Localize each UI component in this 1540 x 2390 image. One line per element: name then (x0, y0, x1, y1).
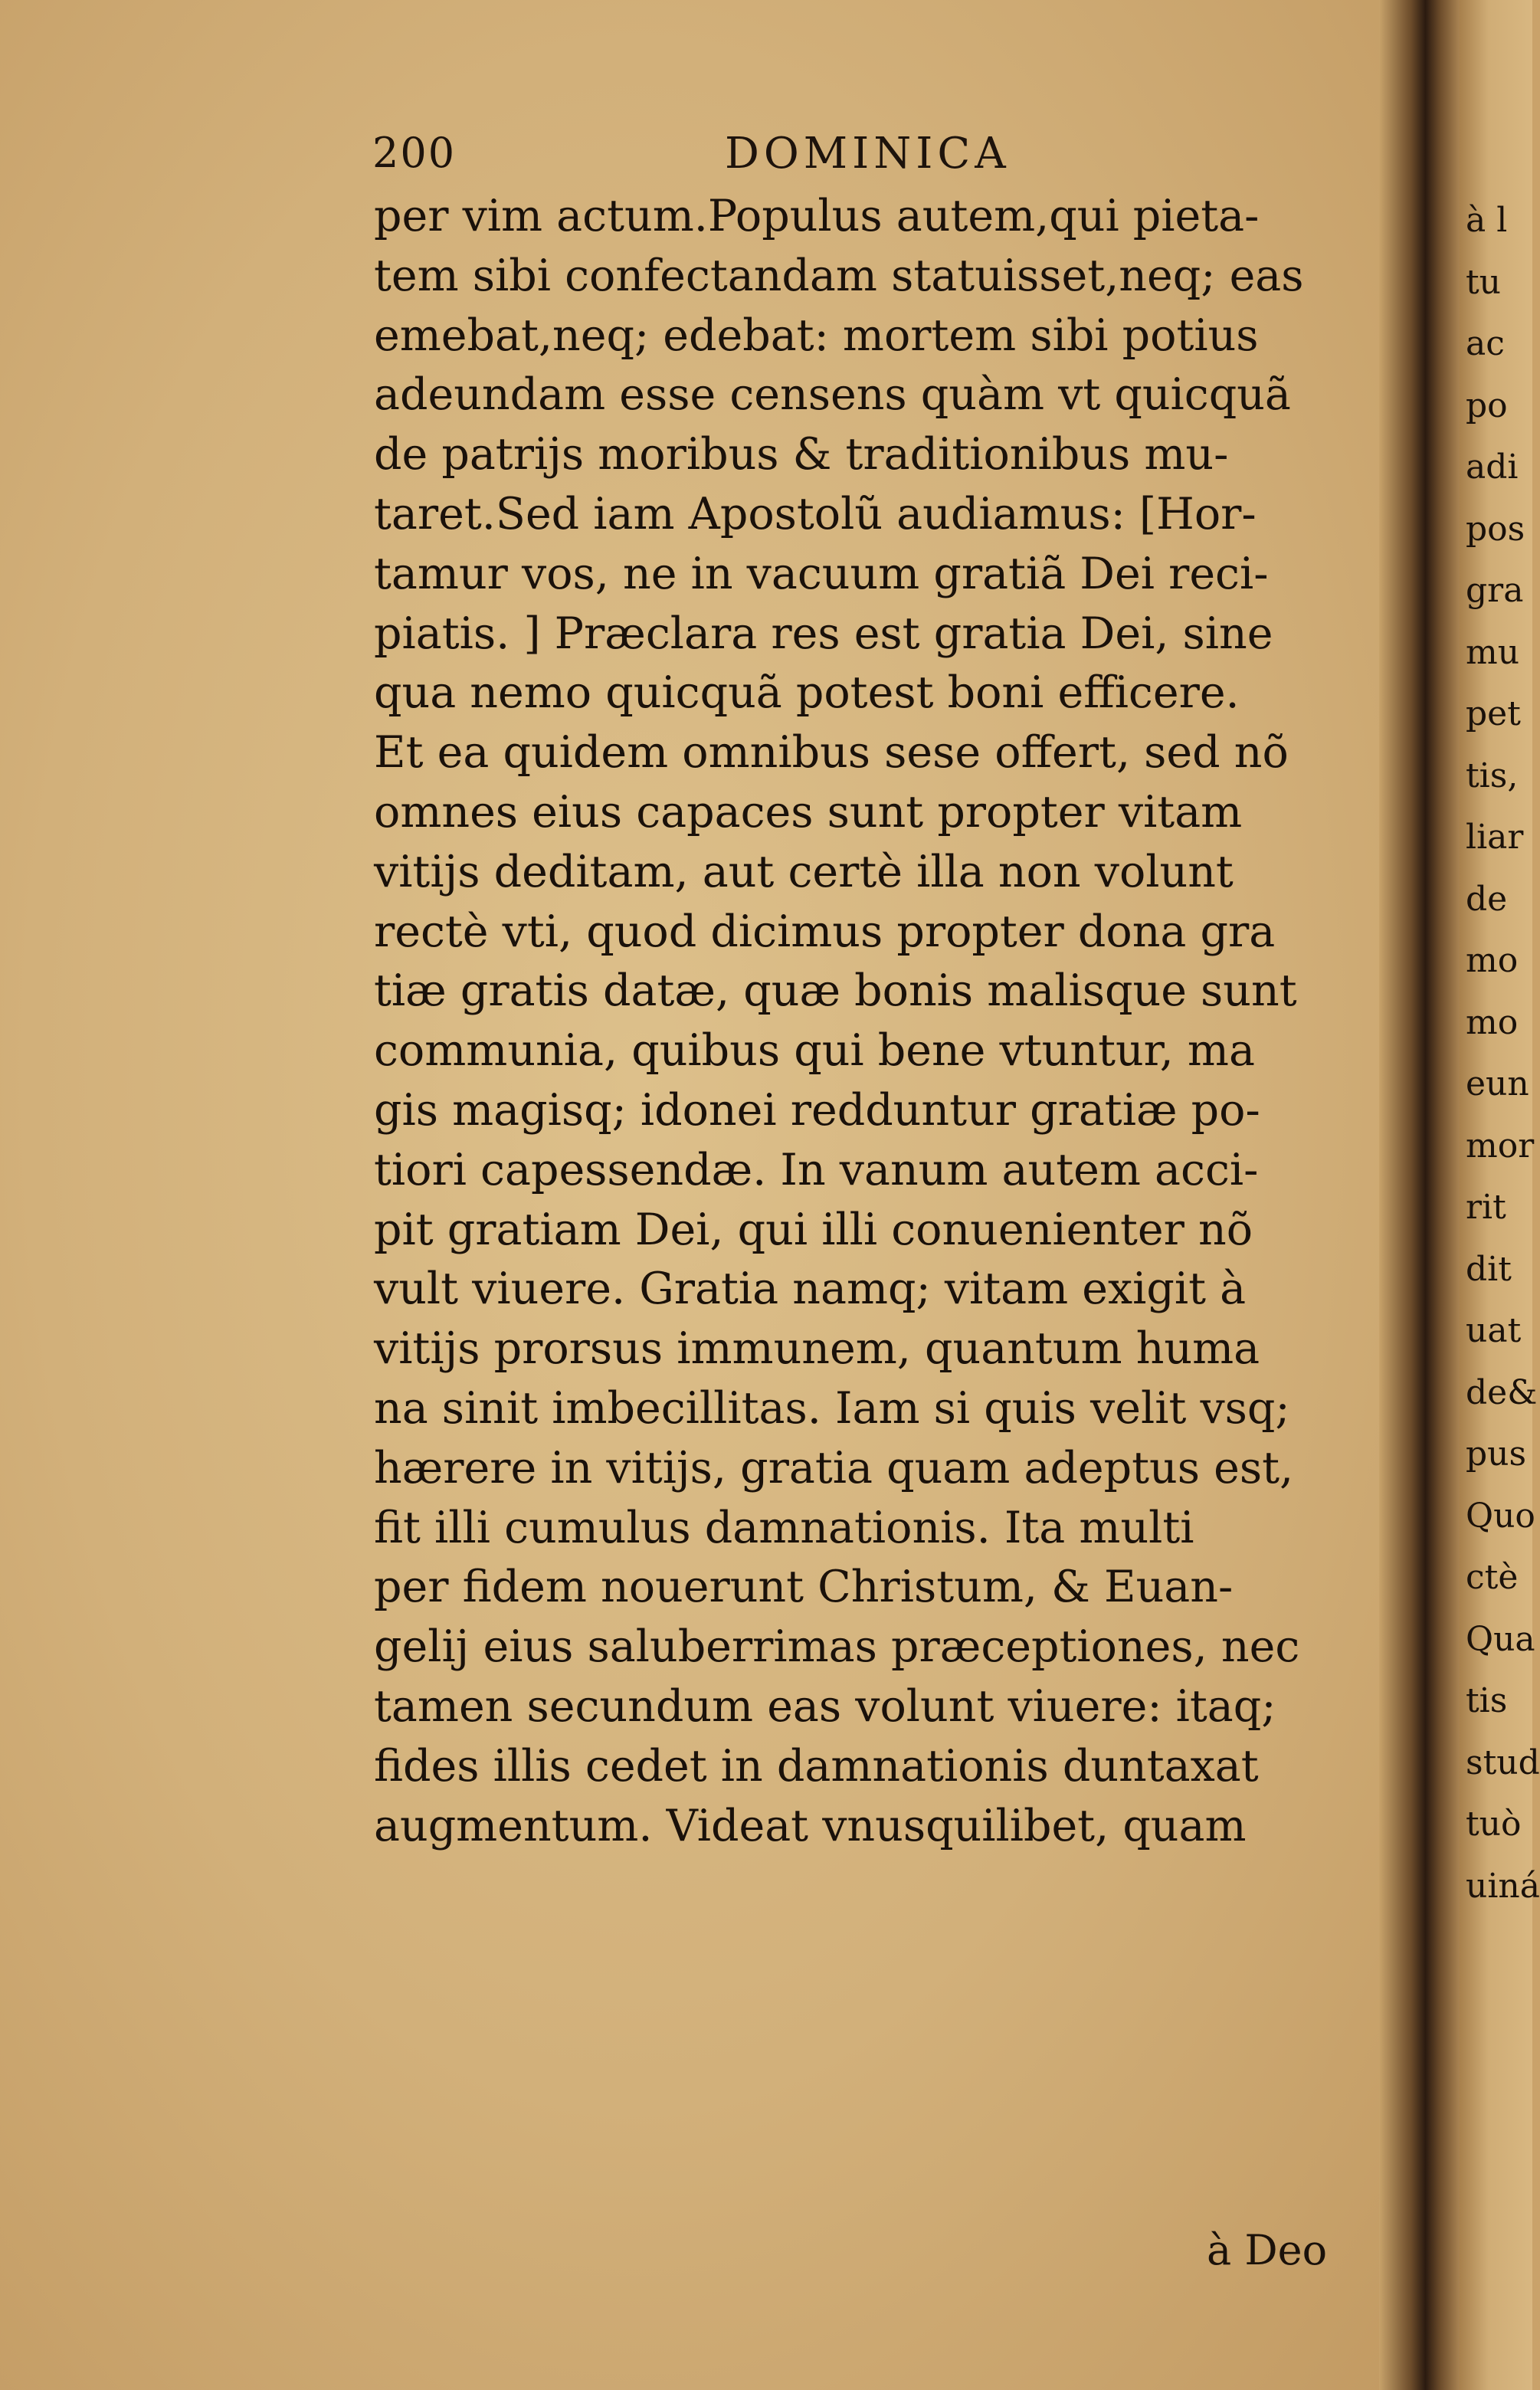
facing-line-fragment: de& (1466, 1372, 1538, 1412)
facing-line-fragment: de (1466, 879, 1508, 919)
text-line: tamen secundum eas volunt viuere: itaq; (374, 1680, 1276, 1732)
facing-line-fragment: mor (1466, 1126, 1535, 1165)
facing-line-fragment: mo (1466, 1002, 1519, 1042)
facing-line-fragment: Quo (1466, 1496, 1535, 1536)
text-line: hærere in vitijs, gratia quam adeptus est, (374, 1442, 1294, 1493)
facing-line-fragment: tis, (1466, 756, 1519, 795)
facing-line-fragment: ac (1466, 324, 1505, 363)
facing-line-fragment: dit (1466, 1249, 1512, 1289)
facing-line-fragment: liar (1466, 818, 1524, 857)
facing-line-fragment: gra (1466, 571, 1524, 610)
text-line: tiæ gratis datæ, quæ bonis malisque sunt (374, 966, 1297, 1017)
text-line: fides illis cedet in damnationis duntaxat (374, 1740, 1259, 1792)
facing-line-fragment: tu (1466, 262, 1502, 302)
facing-line-fragment: rit (1466, 1188, 1506, 1227)
text-line: taret.Sed iam Apostolũ audiamus: [Hor- (374, 488, 1257, 539)
facing-line-fragment: à l (1466, 201, 1508, 240)
facing-line-fragment: tuò (1466, 1805, 1522, 1844)
text-line: per fidem nouerunt Christum, & Euan- (374, 1562, 1234, 1613)
text-line: per vim actum.Populus autem,qui pieta- (374, 191, 1260, 241)
text-line: tiori capessendæ. In vanum autem acci- (374, 1144, 1259, 1195)
text-line: gelij eius saluberrimas præceptiones, nec (374, 1621, 1300, 1673)
facing-line-fragment: mo (1466, 941, 1519, 980)
facing-line-fragment: ctè (1466, 1558, 1519, 1597)
page-number: 200 (372, 129, 457, 177)
facing-line-fragment: pus (1466, 1434, 1527, 1474)
text-line: vitijs deditam, aut certè illa non volunt (374, 846, 1234, 897)
facing-page-edge (1460, 0, 1540, 2390)
facing-page-text (1466, 190, 1540, 1917)
facing-line-fragment: pos (1466, 509, 1525, 549)
facing-line-fragment: tis (1466, 1681, 1508, 1720)
facing-line-fragment: uat (1466, 1311, 1522, 1350)
text-line: qua nemo quicquã potest boni efficere. (374, 667, 1240, 719)
text-line: vitijs prorsus immunem, quantum huma (374, 1323, 1260, 1375)
facing-line-fragment: mu (1466, 632, 1520, 672)
text-line: de patrijs moribus & traditionibus mu- (374, 429, 1229, 480)
text-line: piatis. ] Præclara res est gratia Dei, sine (374, 608, 1273, 659)
text-line: adeundam esse censens quàm vt quicquã (374, 369, 1291, 421)
running-head: DOMINICA (725, 129, 1011, 179)
text-line: vult viuere. Gratia namq; vitam exigit à (374, 1264, 1247, 1315)
text-line: rectè vti, quod dicimus propter dona gra (374, 906, 1276, 957)
text-line: omnes eius capaces sunt propter vitam (374, 786, 1243, 838)
catchword: à Deo (1207, 2226, 1328, 2274)
facing-line-fragment: uiná (1466, 1866, 1540, 1906)
facing-line-fragment: adi (1466, 448, 1519, 487)
text-line: Et ea quidem omnibus sese offert, sed nõ (374, 727, 1289, 779)
text-line: gis magisq; idonei redduntur gratiæ po- (374, 1084, 1260, 1136)
facing-line-fragment: pet (1466, 694, 1521, 733)
page-header (372, 129, 1139, 190)
text-line: tem sibi confectandam statuisset,neq; eas (374, 250, 1304, 301)
text-line: pit gratiam Dei, qui illi conuenienter nõ (374, 1204, 1253, 1255)
text-line: communia, quibus qui bene vtuntur, ma (374, 1025, 1255, 1077)
facing-line-fragment: Qua (1466, 1619, 1535, 1659)
facing-line-fragment: po (1466, 385, 1508, 425)
text-line: tamur vos, ne in vacuum gratiã Dei reci- (374, 548, 1269, 599)
body-text (374, 187, 1393, 1856)
text-line: augmentum. Videat vnusquilibet, quam (374, 1800, 1247, 1851)
facing-line-fragment: eun (1466, 1064, 1529, 1103)
text-line: na sinit imbecillitas. Iam si quis velit vsq; (374, 1382, 1290, 1434)
book-gutter (1379, 0, 1463, 2390)
text-line: fit illi cumulus damnationis. Ita multi (374, 1502, 1194, 1553)
facing-line-fragment: stud (1466, 1743, 1540, 1782)
text-line: emebat,neq; edebat: mortem sibi potius (374, 310, 1259, 361)
